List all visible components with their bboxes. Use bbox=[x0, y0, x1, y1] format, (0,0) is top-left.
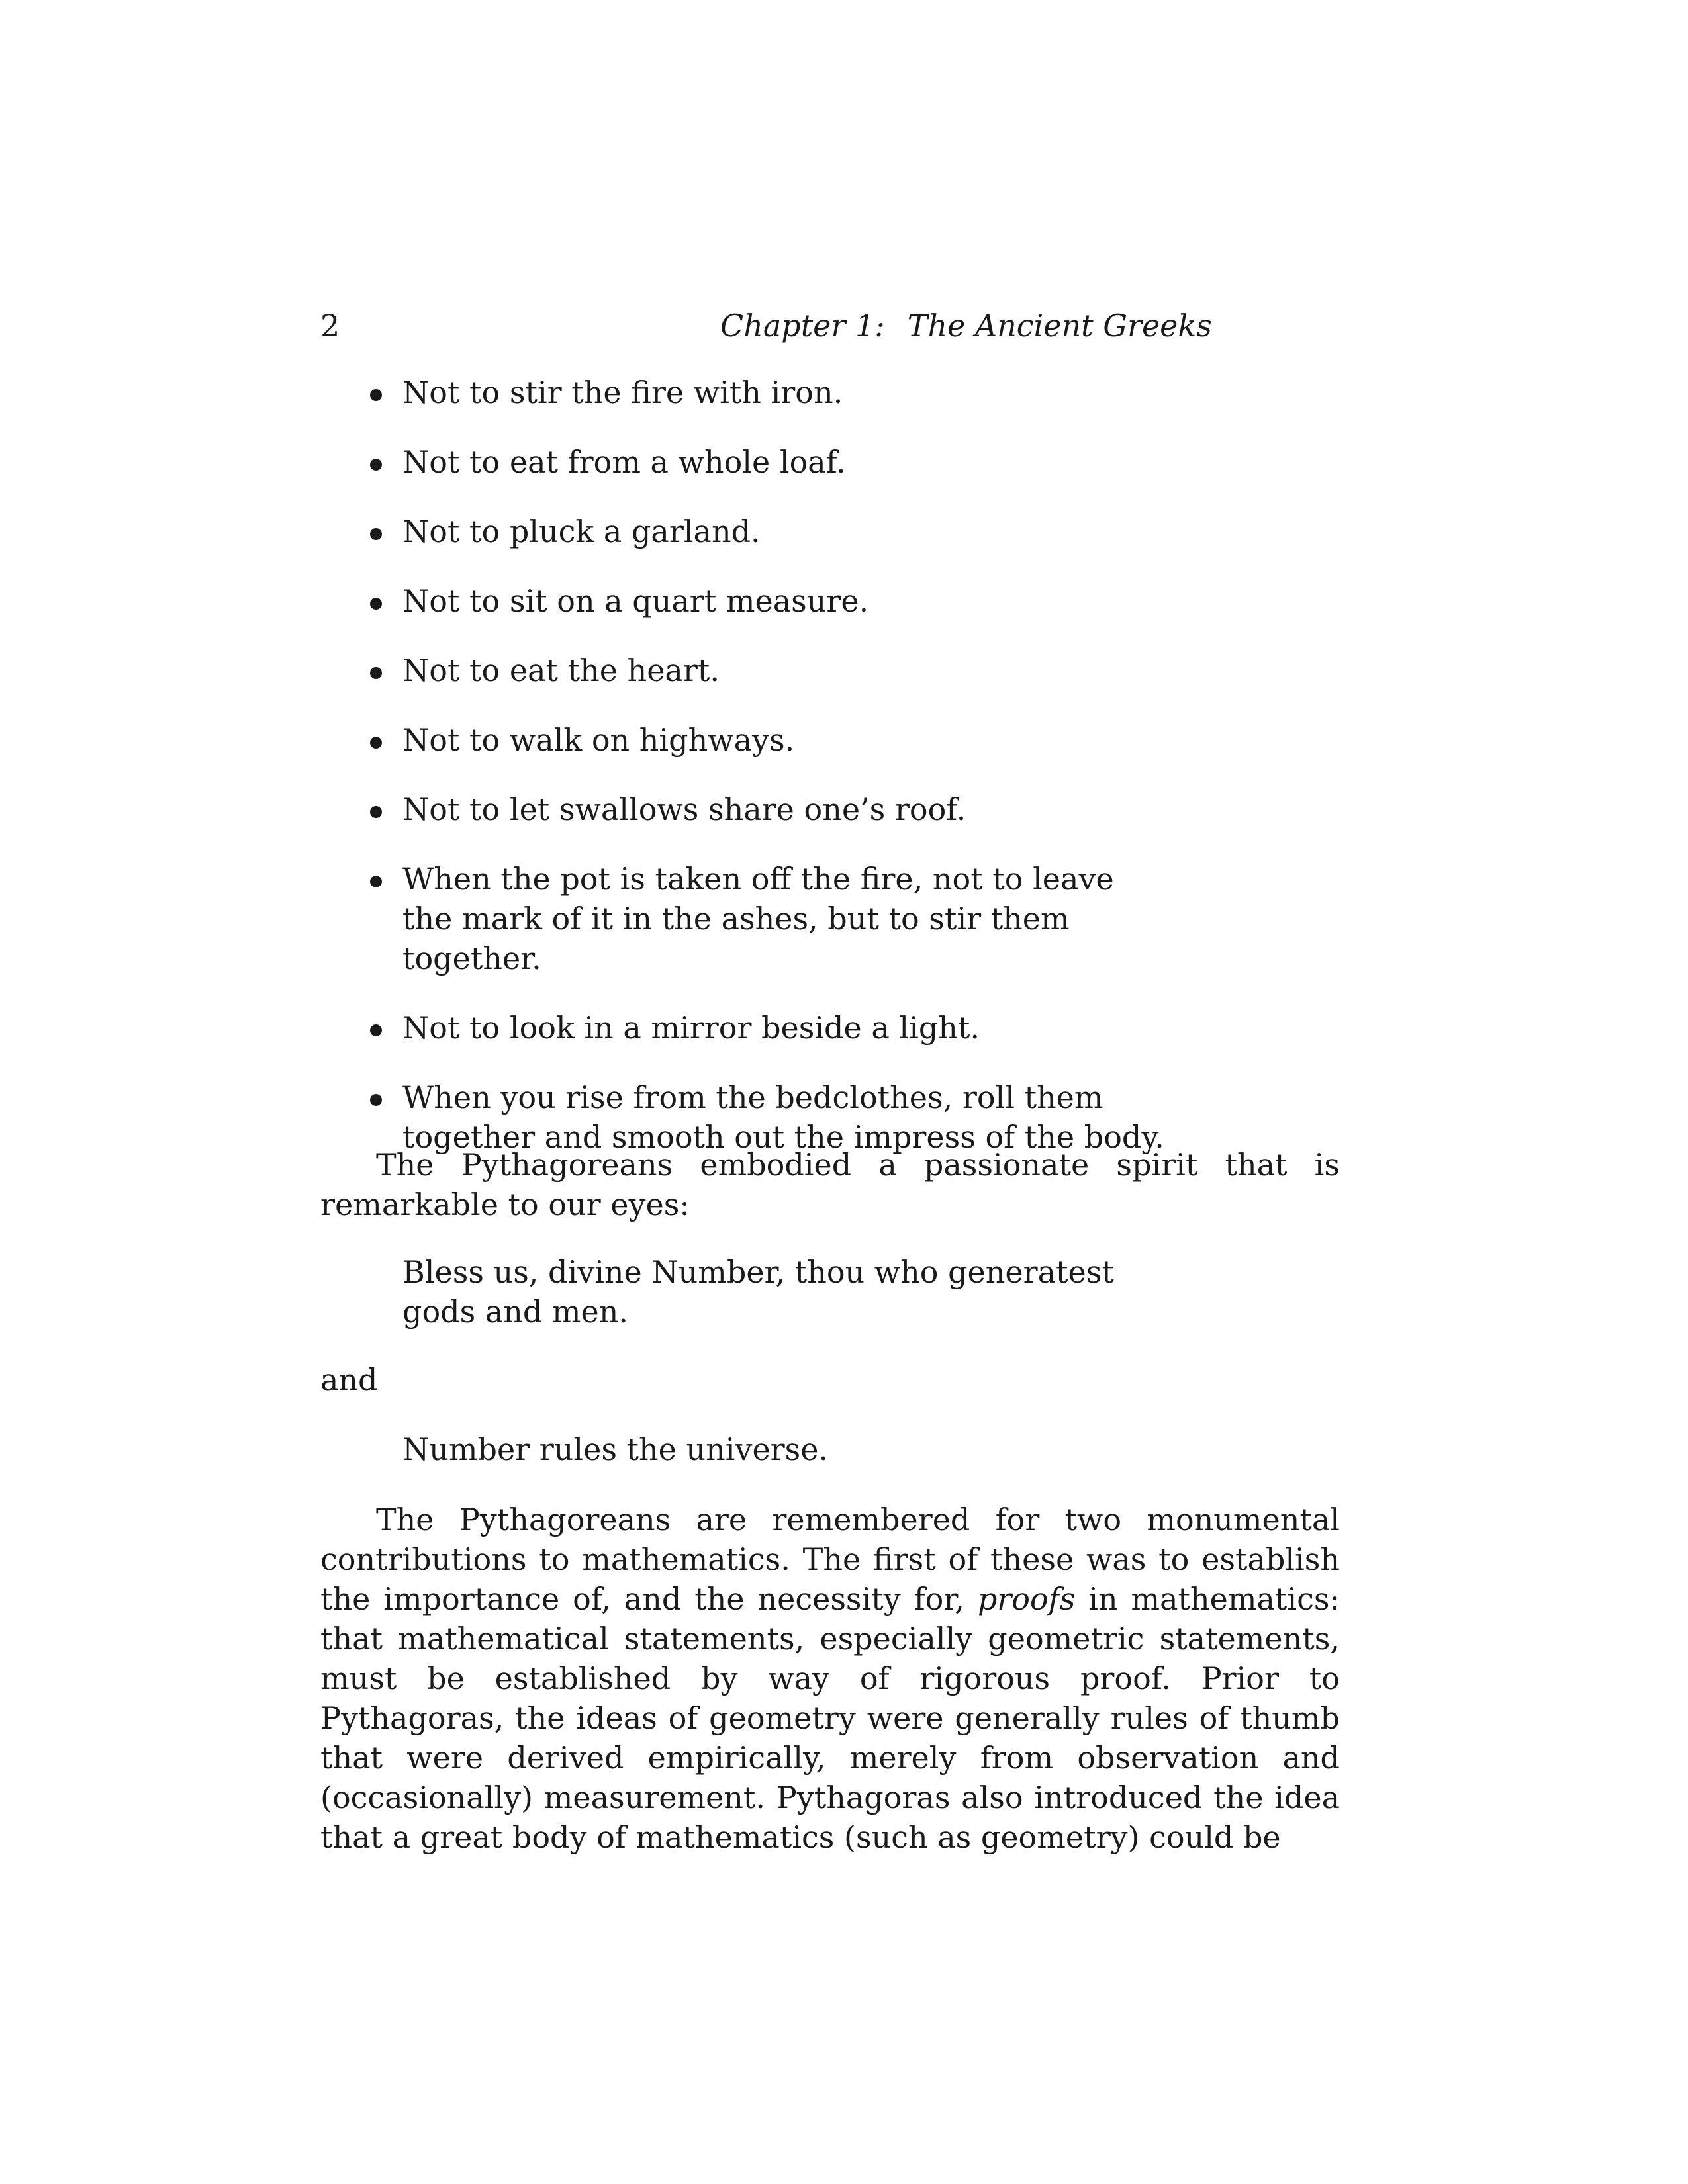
connector-text: and bbox=[320, 1362, 378, 1398]
bullet-icon bbox=[370, 459, 382, 471]
bullet-icon bbox=[370, 737, 382, 749]
chapter-label: Chapter 1: bbox=[720, 308, 885, 343]
bullet-icon bbox=[370, 598, 382, 610]
bullet-icon bbox=[370, 1024, 382, 1036]
list-item: Not to walk on highways. bbox=[320, 720, 1170, 760]
paragraph-text: The Pythagoreans embodied a passionate spirit that is remarkable to our eyes: bbox=[320, 1147, 1340, 1222]
paragraph-text: The Pythagoreans are remembered for two monumental contributions to mathematics. The first of these was to establish the importance of, and the necessity for, proofs in mathematics: that mathematical statements, especially geometric statements, must be established by way of rigorous proof. Prior to Pythagoras, the ideas of geometry were generally rules of thumb that were derived empirically, merely from observation and (occasionally) measurement. Pythagoras also introduced the idea that a great body of mathematics (such as geometry) could be bbox=[320, 1502, 1340, 1855]
list-item: Not to pluck a garland. bbox=[320, 512, 1170, 551]
list-item: When you rise from the bedclothes, roll them together and smooth out the impress of the body. bbox=[320, 1077, 1170, 1157]
paragraph-intro bbox=[320, 1145, 1340, 1224]
paragraph-contributions bbox=[320, 1500, 1340, 1857]
running-head bbox=[720, 306, 1212, 345]
bullet-icon bbox=[370, 1094, 382, 1106]
bullet-icon bbox=[370, 667, 382, 679]
quote-blessing: Bless us, divine Number, thou who generatest gods and men. bbox=[402, 1254, 1114, 1330]
list-item: Not to eat the heart. bbox=[320, 651, 1170, 690]
list-item: Not to eat from a whole loaf. bbox=[320, 442, 1170, 482]
chapter-title: The Ancient Greeks bbox=[907, 308, 1212, 343]
bullet-icon bbox=[370, 528, 382, 540]
rules-list bbox=[320, 373, 1340, 1187]
list-item: Not to look in a mirror beside a light. bbox=[320, 1008, 1170, 1048]
page-number: 2 bbox=[320, 308, 340, 343]
bullet-icon bbox=[370, 389, 382, 401]
bullet-icon bbox=[370, 806, 382, 818]
quote-number-rules: Number rules the universe. bbox=[402, 1432, 829, 1467]
list-item: When the pot is taken off the fire, not to leave the mark of it in the ashes, but to stir them together. bbox=[320, 859, 1170, 978]
bullet-icon bbox=[370, 876, 382, 887]
list-item: Not to sit on a quart measure. bbox=[320, 581, 1170, 621]
emphasis-proofs: proofs bbox=[977, 1581, 1076, 1617]
list-item: Not to stir the fire with iron. bbox=[320, 373, 1170, 412]
list-item: Not to let swallows share one’s roof. bbox=[320, 790, 1170, 829]
